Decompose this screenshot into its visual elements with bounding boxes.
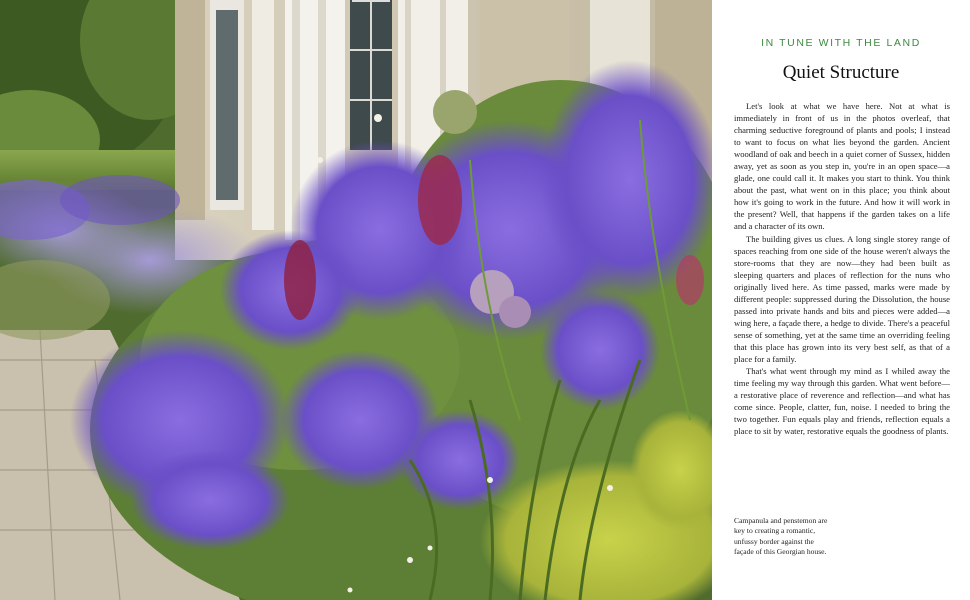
article-body — [734, 100, 950, 437]
photo-caption: Campanula and penstemon are key to creating a romantic, unfussy border against the façade of this Georgian house. — [734, 516, 828, 557]
text-page — [712, 0, 970, 600]
article-title: Quiet Structure — [782, 62, 900, 83]
section-kicker: IN TUNE WITH THE LAND — [761, 37, 921, 49]
body-paragraph: Let's look at what we have here. Not at what is immediately in front of us in the photos overleaf, that charming seductive foreground of plants and pools; I instead to want to focus on what lies beyond the garden. Ancient woodland of oak and beech in a quiet corner of Sussex, hidden away, yet as soon as you step in, you're in an open space—a glade, one could call it. It makes you start to think. You think about the past, what went on in this place; you think about how it's going to work in the future. And how it will work in the present? Well, that happens if the garden takes on a life and a character of its own. — [734, 101, 950, 232]
body-paragraph: The building gives us clues. A long single storey range of spaces reaching from one side of the house weren't always the store-rooms that they are now—they had been built as sleeping quarters and places of reflection for the nuns who originally lived here. As time passed, marks were made by different people: suppressed during the Dissolution, the house passed into private hands and bits and pieces were added—a wing here, a façade there, a hedge to divide. There's a peaceful sense of something, yet at the same time an overriding feeling that this place has grown into its very best self, as that of a place for a family. — [734, 233, 950, 364]
body-paragraph: That's what went through my mind as I whiled away the time feeling my way through this garden. What went before—a restorative place of reverence and reflection—and what has come since. People, clatter, fun, noise. I needed to bring the two together. Fun equals play and friends, reflection equals a place to sit by water, restorative equals the goodness of plants. — [734, 366, 950, 437]
